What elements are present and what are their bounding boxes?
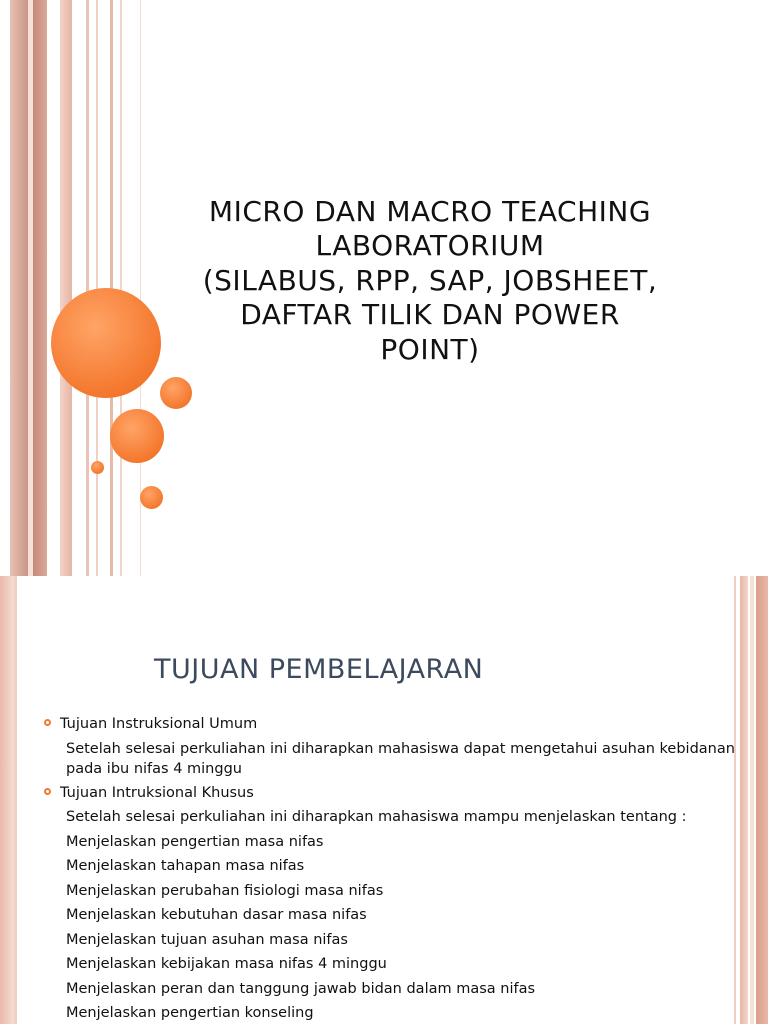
list-line: Setelah selesai perkuliahan ini diharapkan mahasiswa mampu menjelaskan tentang : (66, 809, 687, 825)
bullet-item (44, 781, 744, 806)
bullet-label: Tujuan Intruksional Khusus (60, 784, 254, 801)
decorative-stripe-left (14, 576, 17, 1024)
decorative-circle-tiny (91, 461, 104, 474)
decorative-circle-medium (110, 409, 164, 463)
list-line: Menjelaskan tahapan masa nifas (66, 858, 305, 874)
list-line: Menjelaskan peran dan tanggung jawab bidan dalam masa nifas (66, 980, 536, 997)
decorative-circle-small (160, 377, 192, 409)
paragraph: Setelah selesai perkuliahan ini diharapkan mahasiswa dapat mengetahui asuhan kebidanan pada ibu nifas 4 minggu (66, 740, 735, 777)
list-line: Menjelaskan kebijakan masa nifas 4 minggu (66, 956, 387, 972)
decorative-circle-small (140, 486, 163, 509)
list-line: Menjelaskan pengertian masa nifas (66, 833, 324, 850)
decorative-stripe-left (0, 576, 14, 1024)
bullet-circle-icon (44, 719, 51, 726)
bullet-label: Tujuan Instruksional Umum (60, 716, 258, 732)
slide-title-line: LABORATORIUM (315, 229, 545, 263)
bullet-item (44, 712, 744, 737)
decorative-circle-large (51, 288, 161, 398)
objectives-slide (0, 576, 768, 1024)
list-line: Menjelaskan pengertian konseling (66, 1005, 314, 1021)
slide-title (150, 195, 710, 367)
list-line: Menjelaskan tujuan asuhan masa nifas (66, 931, 348, 948)
slide-title-line: (SILABUS, RPP, SAP, JOBSHEET, (202, 263, 658, 297)
list-line: Menjelaskan kebutuhan dasar masa nifas (66, 907, 367, 923)
slide-heading: TUJUAN PEMBELAJARAN (154, 654, 484, 685)
slide-title-line: POINT) (380, 332, 480, 366)
slide-title-line: MICRO DAN MACRO TEACHING (208, 195, 652, 228)
list-line: Menjelaskan perubahan fisiologi masa nifas (66, 882, 384, 899)
slide-body (44, 712, 744, 1024)
slide-title-line: DAFTAR TILIK DAN POWER (240, 298, 620, 332)
bullet-circle-icon (44, 788, 51, 795)
